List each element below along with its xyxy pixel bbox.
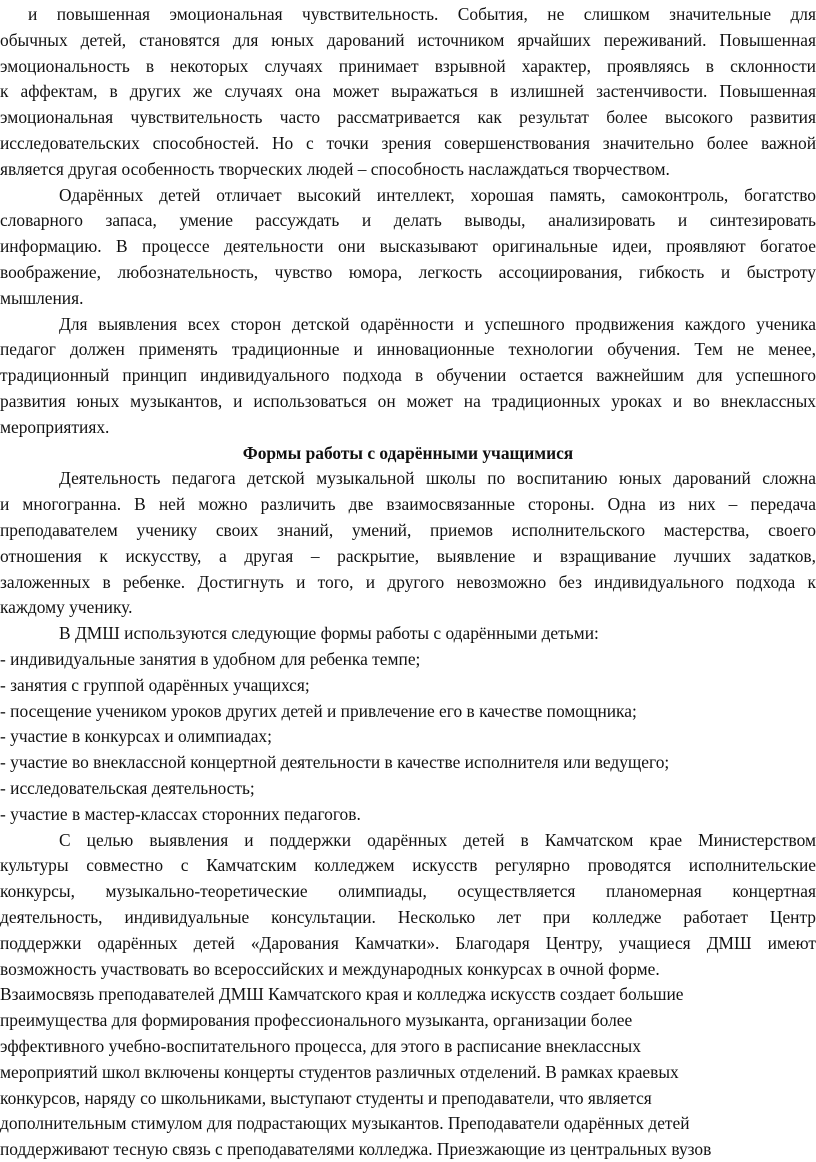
text-line: эффективного учебно-воспитательного процесса, для этого в расписание внеклассных (0, 1036, 641, 1056)
text-line: информацию. В процессе деятельности они высказывают оригинальные идеи, проявляют богатое (0, 236, 816, 257)
text-line: С целью выявления и поддержки одарённых детей в Камчатском крае Министерством (59, 829, 816, 850)
text-line: мероприятий школ включены концерты студентов различных отделений. В рамках краевых (0, 1061, 679, 1082)
text-line: Одарённых детей отличает высокий интеллект, хорошая память, самоконтроль, богатство (59, 184, 816, 205)
text-line: обычных детей, становятся для юных дарований источником ярчайших переживаний. Повышенная (0, 29, 816, 50)
text-line: дополнительным стимулом для подрастающих музыкантов. Преподаватели одарённых детей (0, 1113, 690, 1134)
text-line: В ДМШ используются следующие формы работы с одарёнными детьми: (59, 623, 599, 644)
text-line: - индивидуальные занятия в удобном для ребенка темпе; (0, 649, 421, 669)
text-line: возможность участвовать во всероссийских и международных конкурсах в очной форме. (0, 958, 660, 979)
text-line: каждому ученику. (0, 597, 133, 618)
text-line: исследовательских способностей. Но с точки зрения совершенствования значительно более важной (0, 133, 816, 153)
section-heading: Формы работы с одарёнными учащимися (242, 442, 574, 463)
text-line: преимущества для формирования профессионального музыканта, организации более (0, 1010, 633, 1031)
text-line: заложенных в ребенке. Достигнуть и того, и другого невозможно без индивидуального подхода к (0, 571, 816, 592)
text-line: Взаимосвязь преподавателей ДМШ Камчатского края и колледжа искусств создает большие (0, 984, 684, 1005)
text-line: преподавателем ученику своих знаний, умений, приемов исполнительского мастерства, своего (0, 520, 816, 540)
text-line: воображение, любознательность, чувство юмора, легкость ассоциирования, гибкость и быстроту (0, 262, 816, 282)
text-line: эмоциональность в некоторых случаях принимает взрывной характер, проявляясь в склонности (0, 55, 816, 76)
text-line: и повышенная эмоциональная чувствительность. События, не слишком значительные для (28, 4, 816, 24)
text-line: деятельность, индивидуальные консультации. Несколько лет при колледже работает Центр (0, 907, 816, 927)
text-line: конкурсы, музыкально-теоретические олимпиады, осуществляется планомерная концертная (0, 881, 816, 902)
text-line: Для выявления всех сторон детской одарённости и успешного продвижения каждого ученика (59, 313, 816, 334)
text-line: эмоциональная чувствительность часто рассматривается как результат более высокого развития (0, 107, 816, 128)
text-line: педагог должен применять традиционные и инновационные технологии обучения. Тем не менее, (0, 339, 816, 360)
text-line: Деятельность педагога детской музыкальной школы по воспитанию юных дарований сложна (59, 468, 816, 489)
text-line: конкурсов, наряду со школьниками, выступают студенты и преподаватели, что является (0, 1087, 652, 1108)
text-line: является другая особенность творческих людей – способность наслаждаться творчеством. (0, 158, 670, 179)
text-line: к аффектам, в других же случаях она может выражаться в излишней застенчивости. Повышенная (0, 81, 816, 102)
text-line: мероприятиях. (0, 416, 110, 437)
text-line: поддерживают тесную связь с преподавателями колледжа. Приезжающие из центральных вузов (0, 1139, 712, 1160)
text-line: традиционный принцип индивидуального подхода в обучении остается важнейшим для успешного (0, 365, 816, 386)
text-line: - занятия с группой одарённых учащихся; (0, 674, 310, 695)
text-line: - участие во внеклассной концертной деятельности в качестве исполнителя или ведущего; (0, 752, 670, 773)
text-line: - участие в мастер-классах сторонних педагогов. (0, 803, 361, 824)
text-line: - исследовательская деятельность; (0, 778, 255, 798)
text-line: поддержки одарённых детей «Дарования Камчатки». Благодаря Центру, учащиеся ДМШ имеют (0, 932, 816, 953)
text-line: - участие в конкурсах и олимпиадах; (0, 726, 272, 747)
text-line: мышления. (0, 287, 84, 308)
text-line: отношения к искусству, а другая – раскрытие, выявление и взращивание лучших задатков, (0, 545, 816, 566)
text-line: - посещение учеником уроков других детей и привлечение его в качестве помощника; (0, 700, 637, 721)
text-line: словарного запаса, умение рассуждать и делать выводы, анализировать и синтезировать (0, 210, 816, 231)
text-line: развития юных музыкантов, и использоваться он может на традиционных уроках и во внеклассных (0, 391, 816, 411)
text-line: и многогранна. В ней можно различить две взаимосвязанные стороны. Одна из них – передача (0, 494, 816, 515)
text-line: культуры совместно с Камчатским колледжем искусств регулярно проводятся исполнительские (0, 855, 816, 876)
